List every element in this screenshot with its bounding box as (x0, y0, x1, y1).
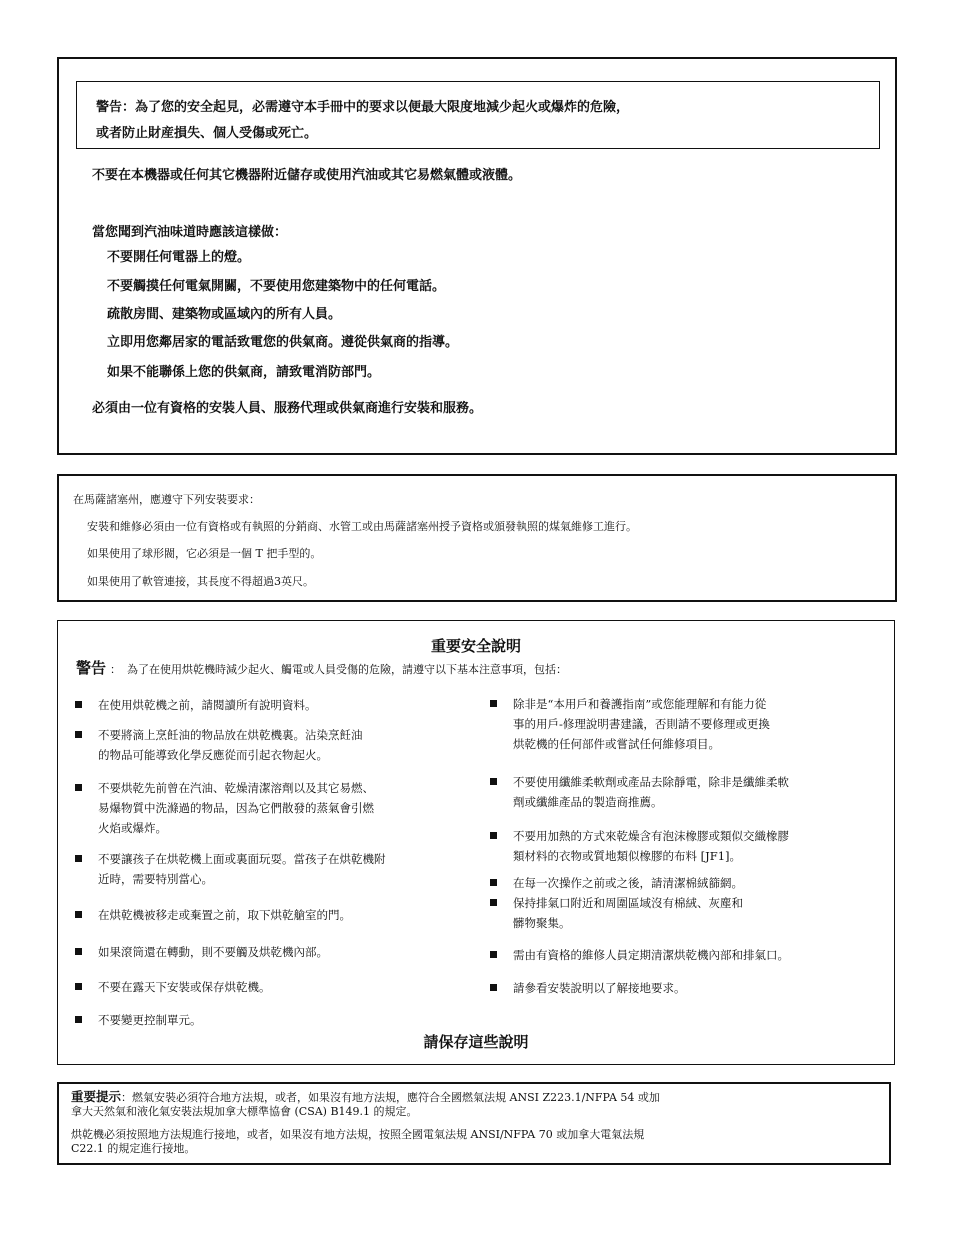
bullet-icon (75, 855, 82, 862)
warning-label: 警告 (76, 659, 107, 677)
gas-warning-box (57, 57, 897, 455)
bullet-icon (490, 951, 497, 958)
important-para2: 烘乾機必須按照地方法規進行接地，或者，如果沒有地方法規，按照全國電氣法規 ANSI/NFPA 70 或加拿大電氣法規 C22.1 的規定進行接地。 (71, 1128, 645, 1155)
bullet-icon (75, 911, 82, 918)
important-para1 (71, 1090, 660, 1119)
bullet-icon (75, 1016, 82, 1023)
bullet-icon (490, 984, 497, 991)
bullet-icon (75, 948, 82, 955)
no-store-warning: 不要在本機器或任何其它機器附近儲存或使用汽油或其它易燃氣體或液體。 (92, 168, 522, 183)
massachusetts-line: 安裝和維修必須由一位有資格或有執照的分銷商、水管工或由馬薩諸塞州授予資格或頒發執照的煤氣維修工進行。 (87, 520, 637, 533)
bullet-icon (75, 731, 82, 738)
massachusetts-box (57, 474, 897, 602)
safety-warning-line (76, 657, 567, 678)
warning-header-line1: 警告：為了您的安全起見，必需遵守本手冊中的要求以便最大限度地減少起火或爆炸的危險， (96, 100, 630, 115)
massachusetts-intro: 在馬薩諸塞州，應遵守下列安裝要求： (73, 493, 260, 506)
bullet-icon (490, 899, 497, 906)
bullet-icon (490, 700, 497, 707)
warning-text: 為了在使用烘乾機時減少起火、觸電或人員受傷的危險，請遵守以下基本注意事項，包括： (127, 663, 568, 676)
important-para1-text: ：燃氣安裝必須符合地方法規，或者，如果沒有地方法規，應符合全國燃氣法規 ANSI Z223.1/NFPA 54 或加 拿大天然氣和液化氣安裝法規加拿大標準協會 (CSA) B149.1 的規定。 (71, 1091, 660, 1118)
step-item: 疏散房間、建築物或區域內的所有人員。 (107, 307, 342, 322)
warning-header-box (76, 81, 880, 149)
warning-colon: ： (110, 663, 122, 676)
step-item: 不要開任何電器上的燈。 (107, 250, 251, 265)
warning-header-line2: 或者防止財産損失、個人受傷或死亡。 (96, 126, 318, 141)
bullet-icon (490, 832, 497, 839)
massachusetts-line: 如果使用了球形閥，它必須是一個 T 把手型的。 (87, 547, 322, 560)
installer-note: 必須由一位有資格的安裝人員、服務代理或供氣商進行安裝和服務。 (92, 401, 483, 416)
safety-instructions-box: 重要安全說明 警告 ： 為了在使用烘乾機時減少起火、觸電或人員受傷的危險，請遵守以下基本注意事項，包括： 在使用烘乾機之前，請閱讀所有說明資料。 不要將滴上烹飪油的物品放在烘乾機裏。沾染烹飪油 的物品可能導致化學反應從而引起衣物起火。 不要烘乾先前曾在汽油、乾燥清潔溶劑以及其它易燃、 易爆物質中洗滌過的物品，因為它們散發的蒸氣會引燃 火焰或爆炸。 不要讓孩子在烘乾機上面或裏面玩耍。當孩子在烘乾機附 近時，需要特別當心。 在烘乾機被移走或棄置之前，取下烘乾艙室的門。 如果滾筒還在轉動，則不要觸及烘乾機內部。 不要在露天下安裝或保存烘乾機。 不要變更控制單元。 除非是“本用戶和養護指南”或您能理解和有能力從 事的用戶-修理說明書建議，否則請不要修理或更換 烘乾機的任何部件或嘗試任何維修項目。 不要使用纖維柔軟劑或產品去除靜電，除非是纖維柔軟 劑或纖維產品的製造商推薦。 不要用加熱的方式來乾燥含有泡沫橡膠或類似交織橡膠 類材料的衣物或質地類似橡膠的布料 [JF1]。 在每一次操作之前或之後，請清潔棉絨篩網。 保持排氣口附近和周圍區域沒有棉絨、灰塵和 髒物聚集。 需由有資格的維修人員定期清潔烘乾機內部和排氣口。 請參看安裝說明以了解接地要求。 請保存這些說明 (57, 620, 895, 1065)
massachusetts-line: 如果使用了軟管連接，其長度不得超過3英尺。 (87, 575, 314, 588)
step-item: 不要觸摸任何電氣開關，不要使用您建築物中的任何電話。 (107, 279, 446, 294)
step-item: 立即用您鄰居家的電話致電您的供氣商。遵從供氣商的指導。 (107, 335, 459, 350)
bullet-icon (75, 701, 82, 708)
bullet-icon (75, 983, 82, 990)
gas-smell-intro: 當您聞到汽油味道時應該這樣做： (92, 225, 288, 240)
bullet-icon (490, 879, 497, 886)
bullet-icon (75, 784, 82, 791)
important-note-box (57, 1082, 891, 1165)
safety-title: 重要安全說明 (430, 637, 521, 655)
save-instructions-note: 請保存這些說明 (423, 1033, 529, 1051)
step-item: 如果不能聯係上您的供氣商，請致電消防部門。 (107, 365, 381, 380)
important-label: 重要提示 (71, 1089, 122, 1104)
bullet-icon (490, 778, 497, 785)
